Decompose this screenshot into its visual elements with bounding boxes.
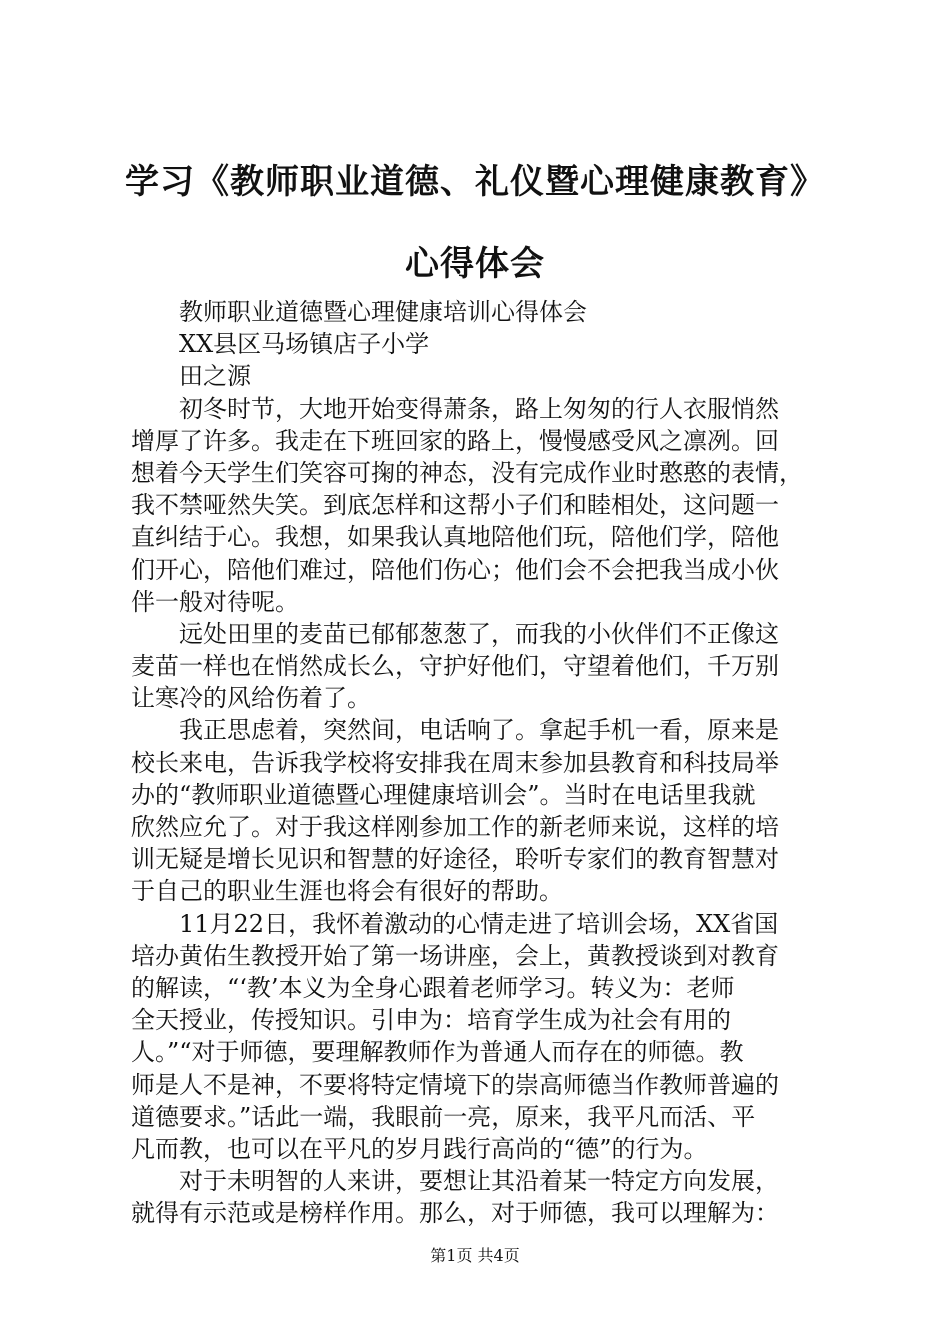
body-line: 对于未明智的人来讲，要想让其沿着某一特定方向发展， <box>179 1167 779 1196</box>
body-line: 想着今天学生们笑容可掬的神态，没有完成作业时憨憨的表情， <box>131 458 803 487</box>
body-line: 11月22日，我怀着激动的心情走进了培训会场，XX省国 <box>179 909 779 938</box>
body-line: 麦苗一样也在悄然成长么，守护好他们，守望着他们，千万别 <box>131 652 779 681</box>
body-line: 伴一般对待呢。 <box>131 587 299 616</box>
document-body <box>131 296 831 1229</box>
body-line: 远处田里的麦苗已郁郁葱葱了，而我的小伙伴们不正像这 <box>179 619 779 648</box>
body-line: 们开心，陪他们难过，陪他们伤心；他们会不会把我当成小伙 <box>131 555 779 584</box>
body-line: 就得有示范或是榜样作用。那么，对于师德，我可以理解为： <box>131 1199 779 1228</box>
page-number-footer: 第1页 共4页 <box>430 1246 520 1265</box>
body-line: 校长来电，告诉我学校将安排我在周末参加县教育和科技局举 <box>131 748 779 777</box>
body-line: 初冬时节，大地开始变得萧条，路上匆匆的行人衣服悄然 <box>179 394 779 423</box>
document-title-line-1: 学习《教师职业道德、礼仪暨心理健康教育》 <box>125 162 825 202</box>
body-line: 让寒冷的风给伤着了。 <box>131 684 371 713</box>
body-line: 我正思虑着，突然间，电话响了。拿起手机一看，原来是 <box>179 716 779 745</box>
body-line: 教师职业道德暨心理健康培训心得体会 <box>179 298 587 326</box>
document-title-line-2: 心得体会 <box>405 244 545 284</box>
body-line: 凡而教，也可以在平凡的岁月践行高尚的“德”的行为。 <box>131 1134 708 1163</box>
body-line: 田之源 <box>179 362 251 391</box>
body-line: 道德要求。”话此一端，我眼前一亮，原来，我平凡而活、平 <box>131 1102 756 1131</box>
body-line: 的解读，“‘教’本义为全身心跟着老师学习。转义为：老师 <box>131 973 735 1002</box>
body-line: XX县区马场镇店子小学 <box>179 330 430 359</box>
body-line: 于自己的职业生涯也将会有很好的帮助。 <box>131 877 563 906</box>
body-line: 全天授业，传授知识。引申为：培育学生成为社会有用的 <box>131 1006 731 1035</box>
body-line: 欣然应允了。对于我这样刚参加工作的新老师来说，这样的培 <box>131 813 779 841</box>
body-line: 增厚了许多。我走在下班回家的路上，慢慢感受风之凛冽。回 <box>131 426 779 455</box>
body-line: 我不禁哑然失笑。到底怎样和这帮小子们和睦相处，这问题一 <box>131 491 779 520</box>
body-line: 直纠结于心。我想，如果我认真地陪他们玩，陪他们学，陪他 <box>131 523 779 552</box>
body-line: 师是人不是神，不要将特定情境下的崇高师德当作教师普遍的 <box>131 1070 779 1099</box>
body-line: 办的“教师职业道德暨心理健康培训会”。当时在电话里我就 <box>131 780 756 809</box>
body-line: 培办黄佑生教授开始了第一场讲座，会上，黄教授谈到对教育 <box>131 941 779 970</box>
body-line: 训无疑是增长见识和智慧的好途径，聆听专家们的教育智慧对 <box>131 845 779 874</box>
body-line: 人。”“对于师德，要理解教师作为普通人而存在的师德。教 <box>131 1038 744 1067</box>
